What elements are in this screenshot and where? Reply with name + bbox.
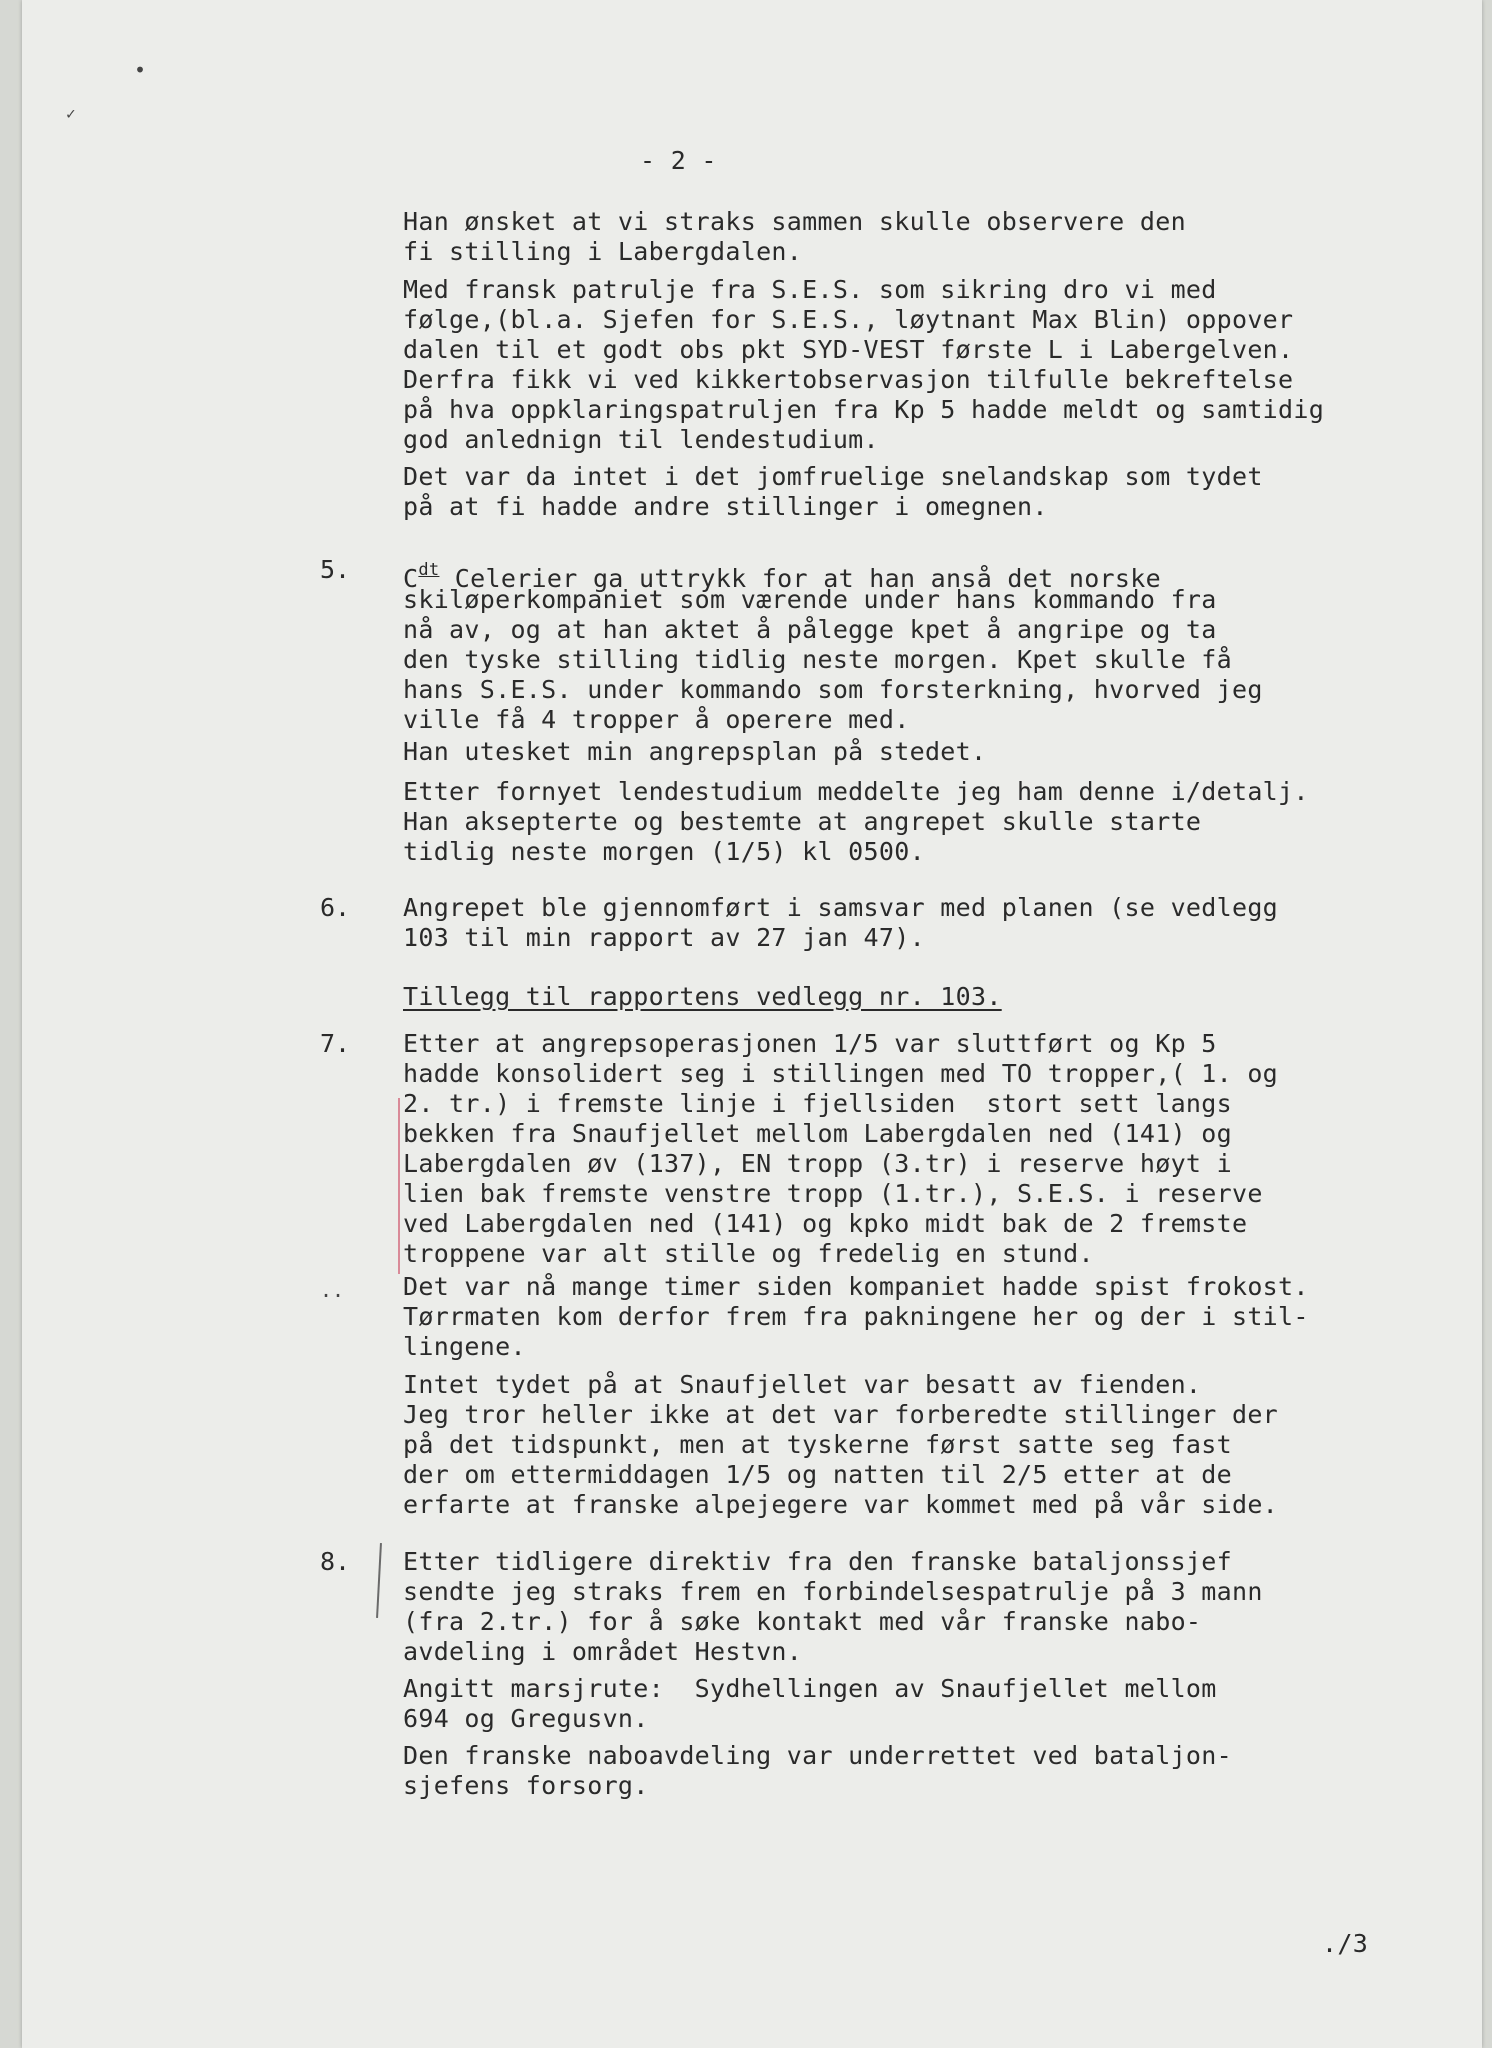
addendum-heading: Tillegg til rapportens vedlegg nr. 103. [403, 982, 1002, 1011]
section-8-text: Etter tidligere direktiv fra den franske bataljonssjef sendte jeg straks frem en forbindelsespatrulje på 3 mann (fra 2.tr.) for å søke kontakt med vår franske nabo- avdeling i området Hestvn. [403, 1547, 1263, 1666]
document-page [22, 0, 1482, 2048]
section-7-number: 7. [320, 1029, 351, 1058]
paragraph-intro: Han ønsket at vi straks sammen skulle observere den fi stilling i Labergdalen. [403, 207, 1186, 266]
margin-red-line [398, 1098, 400, 1274]
section-7-text: Etter at angrepsoperasjonen 1/5 var sluttført og Kp 5 hadde konsolidert seg i stillingen med TO tropper,( 1. og 2. tr.) i fremste linje i fjellsiden stort sett langs bekken fra Snaufjellet mellom Labergdalen ned (141) og Labergdalen øv (137), EN tropp (3.tr) i reserve høyt i lien bak fremste venstre tropp (1.tr.), S.E.S. i reserve ved Labergdalen ned (141) og kpko midt bak de 2 fremste troppene var alt stille og fredelig en stund. [403, 1029, 1279, 1268]
stray-check-mark: ✓ [66, 104, 76, 123]
cdt-superscript: dt [418, 560, 440, 580]
margin-dots: .. [320, 1278, 345, 1302]
section-7-food: Det var nå mange timer siden kompaniet hadde spist frokost. Tørrmaten kom derfor frem fra pakningene her og der i stil- lingene. [403, 1272, 1309, 1361]
section-6-number: 6. [320, 893, 351, 922]
stray-dot-mark: • [134, 58, 147, 82]
section-5-plan: Han utesket min angrepsplan på stedet. [403, 737, 987, 766]
section-7-enemy: Intet tydet på at Snaufjellet var besatt av fienden. Jeg tror heller ikke at det var forberedte stillinger der på det tidspunkt, men at tyskerne først satte seg fast der om ettermiddagen 1/5 og natten til 2/5 etter at de erfarte at franske alpejegere var kommet med på vår side. [403, 1370, 1279, 1519]
section-5-line1: Celerier ga uttrykk for at han anså det norske [439, 564, 1161, 593]
section-8-route: Angitt marsjrute: Sydhellingen av Snaufjellet mellom 694 og Gregusvn. [403, 1674, 1217, 1733]
margin-pen-line [376, 1543, 382, 1618]
section-5-number: 5. [320, 555, 351, 584]
section-8-neighbor: Den franske naboavdeling var underrettet ved bataljon- sjefens forsorg. [403, 1741, 1232, 1800]
section-5-text: skiløperkompaniet som værende under hans kommando fra nå av, og at han aktet å pålegge kpet å angripe og ta den tyske stilling tidlig neste morgen. Kpet skulle få hans S.E.S. under kommando som forsterkning, hvorved jeg ville få 4 tropper å operere med. [403, 585, 1263, 734]
page-number: - 2 - [640, 146, 717, 175]
section-6-text: Angrepet ble gjennomført i samsvar med planen (se vedlegg 103 til min rapport av 27 jan 47). [403, 893, 1279, 952]
paragraph-patrol: Med fransk patrulje fra S.E.S. som sikring dro vi med følge,(bl.a. Sjefen for S.E.S., løytnant Max Blin) oppover dalen til et godt obs pkt SYD-VEST første L i Labergelven. Derfra fikk vi ved kikkertobservasjon tilfulle bekreftelse på hva oppklaringspatruljen fra Kp 5 hadde meldt og samtidig god anlednign til lendestudium. [403, 275, 1325, 454]
cdt-c: C [403, 564, 419, 593]
section-5-detail: Etter fornyet lendestudium meddelte jeg ham denne i/detalj. Han aksepterte og bestemte at angrepet skulle starte tidlig neste morgen (1/5) kl 0500. [403, 777, 1309, 866]
paragraph-no-other-positions: Det var da intet i det jomfruelige snelandskap som tydet på at fi hadde andre stillinger i omegnen. [403, 462, 1263, 521]
section-8-number: 8. [320, 1547, 351, 1576]
continuation-marker: ./3 [1322, 1929, 1369, 1958]
